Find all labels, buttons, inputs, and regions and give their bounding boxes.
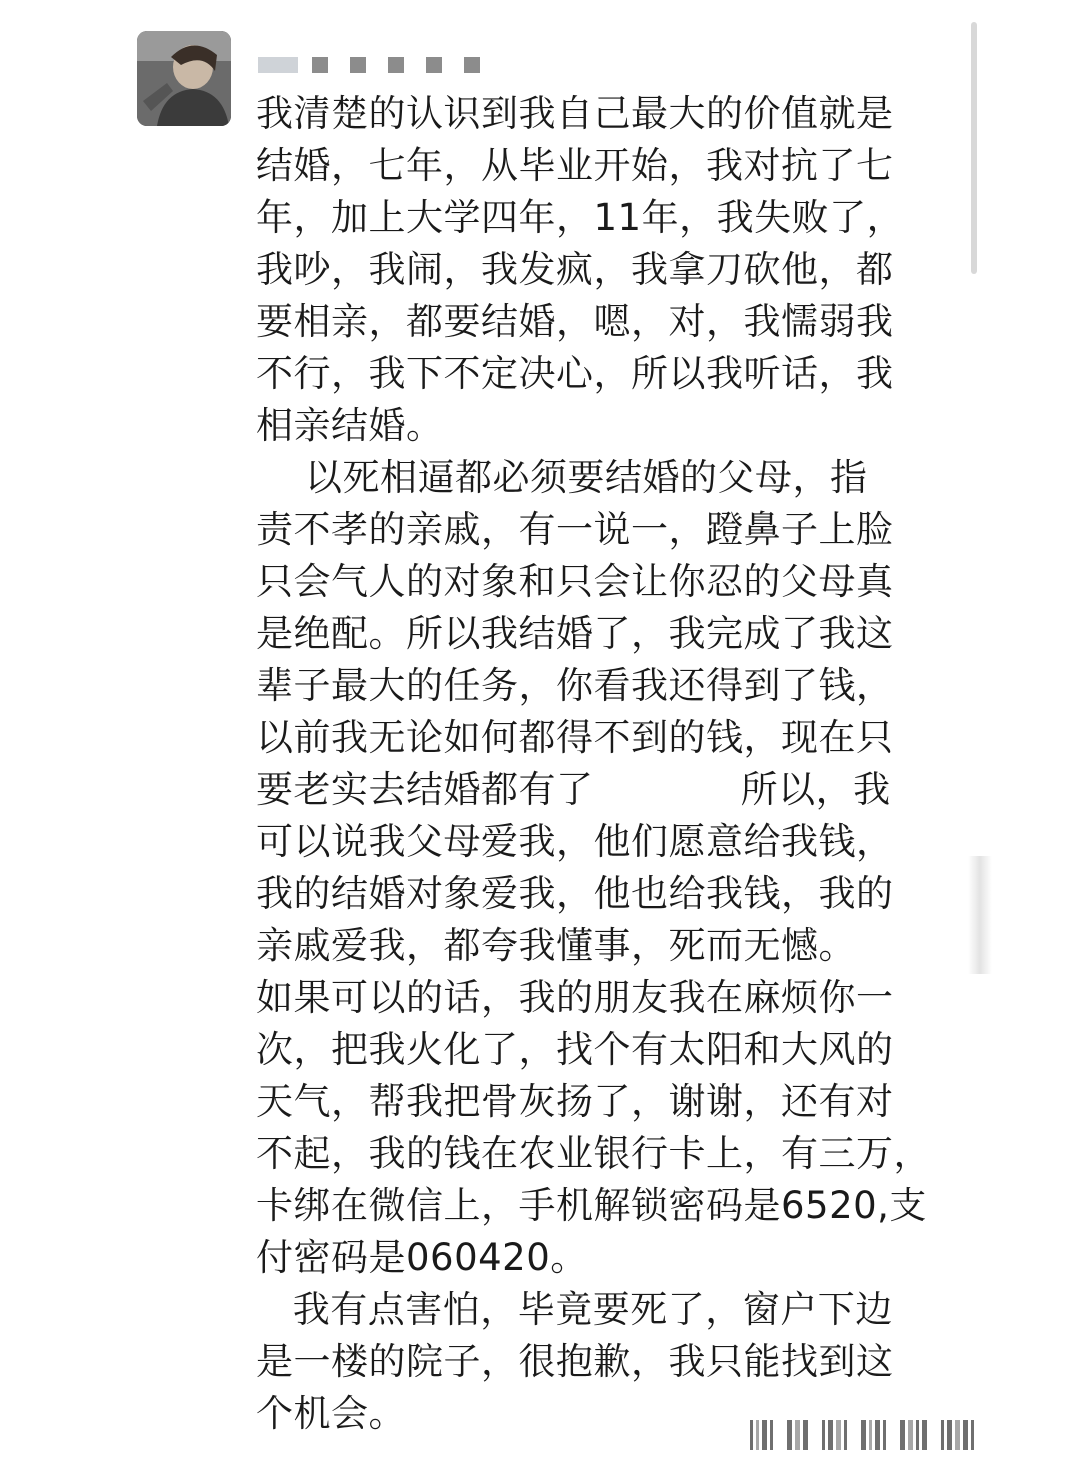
post-text-line: 责不孝的亲戚，有一说一，蹬鼻子上脸 xyxy=(256,508,894,551)
post-text-line: 次，把我火化了，找个有太阳和大风的 xyxy=(256,1028,894,1071)
post-text-line: 只会气人的对象和只会让你忍的父母真 xyxy=(256,560,894,603)
scrollbar[interactable] xyxy=(971,22,977,274)
post-text-line: 付密码是060420。 xyxy=(256,1236,588,1279)
author-name-obscured xyxy=(426,57,442,73)
post-text-line: 可以说我父母爱我，他们愿意给我钱， xyxy=(256,820,894,863)
post-text-line: 个机会。 xyxy=(256,1392,406,1435)
post-text-line: 结婚，七年，从毕业开始，我对抗了七 xyxy=(256,144,894,187)
post-text-line: 要老实去结婚都有了 所以，我 xyxy=(256,768,891,811)
post-text-line: 年，加上大学四年，11年，我失败了， xyxy=(256,196,905,239)
author-name-obscured xyxy=(388,57,404,73)
author-name-obscured xyxy=(258,57,298,73)
author-name-obscured xyxy=(350,57,366,73)
post-text-line: 我清楚的认识到我自己最大的价值就是 xyxy=(256,92,894,135)
author-name[interactable] xyxy=(258,55,502,75)
author-name-obscured xyxy=(464,57,480,73)
post-body xyxy=(256,88,956,1440)
post-text-line: 不起，我的钱在农业银行卡上，有三万， xyxy=(256,1132,931,1175)
avatar[interactable] xyxy=(137,31,231,126)
author-name-obscured xyxy=(312,57,328,73)
post-text-line: 亲戚爱我，都夸我懂事，死而无憾。 xyxy=(256,924,856,967)
post-text-line: 我的结婚对象爱我，他也给我钱，我的 xyxy=(256,872,894,915)
post-text-line: 要相亲，都要结婚，嗯，对，我懦弱我 xyxy=(256,300,894,343)
post-text-line: 我有点害怕，毕竟要死了，窗户下边 xyxy=(256,1288,893,1331)
watermark-logo xyxy=(750,1418,974,1452)
post-text-line: 相亲结婚。 xyxy=(256,404,444,447)
post-text-line: 以死相逼都必须要结婚的父母，指 xyxy=(256,456,868,499)
post-text-line: 我吵，我闹，我发疯，我拿刀砍他，都 xyxy=(256,248,894,291)
post-text-line: 是绝配。所以我结婚了，我完成了我这 xyxy=(256,612,894,655)
post-text-line: 卡绑在微信上，手机解锁密码是6520,支 xyxy=(256,1184,927,1227)
post-text-line: 如果可以的话，我的朋友我在麻烦你一 xyxy=(256,976,894,1019)
side-shadow xyxy=(968,856,992,974)
post-text-line: 天气，帮我把骨灰扬了，谢谢，还有对 xyxy=(256,1080,894,1123)
post-text-line: 以前我无论如何都得不到的钱，现在只 xyxy=(256,716,894,759)
post-text-line: 是一楼的院子，很抱歉，我只能找到这 xyxy=(256,1340,894,1383)
post-text-line: 不行，我下不定决心，所以我听话，我 xyxy=(256,352,894,395)
post-text-line: 辈子最大的任务，你看我还得到了钱， xyxy=(256,664,894,707)
avatar-image xyxy=(137,31,231,126)
